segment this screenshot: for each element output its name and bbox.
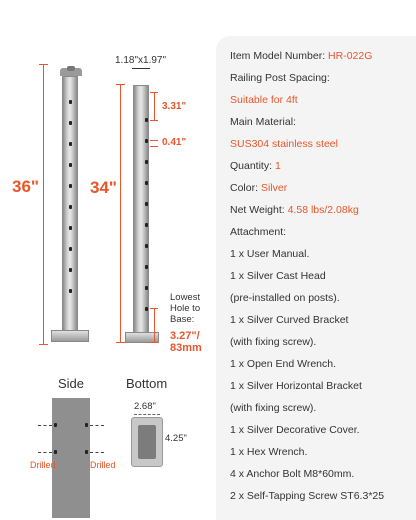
spec-model-key: Item Model Number: <box>230 50 329 62</box>
spec-spacing-key <box>230 72 330 84</box>
post-hole <box>145 139 148 143</box>
spacing-tick-a <box>150 140 158 141</box>
lowest-hole-value: 3.27"/ 83mm <box>170 330 202 354</box>
attachment-item: 1 x User Manual. <box>230 248 310 260</box>
bottom-width-line <box>134 414 160 415</box>
post-hole <box>69 184 72 188</box>
drilled-left-label: Drilled <box>30 460 56 470</box>
side-dash-right-bottom <box>90 452 104 453</box>
spec-material-key <box>230 116 296 128</box>
spec-attachment-key-text: Attachment: <box>230 226 287 238</box>
spec-color-value: Silver <box>260 182 288 194</box>
top-hole-label: 3.31" <box>162 101 187 112</box>
side-dash-left-bottom <box>38 452 52 453</box>
spec-material-value-text: SUS304 stainless steel <box>230 138 338 150</box>
side-dash-right-top <box>90 425 104 426</box>
post-height-tick-top <box>116 84 125 85</box>
lowest-hole-line <box>154 308 155 342</box>
spec-spacing-key-text: Railing Post Spacing: <box>230 72 330 84</box>
top-hole-line <box>154 92 155 120</box>
spec-weight-key: Net Weight: <box>230 204 288 216</box>
post-height-tick-bottom <box>116 342 125 343</box>
spec-quantity <box>230 160 281 172</box>
spec-quantity-key: Quantity: <box>230 160 275 172</box>
post-hole <box>69 163 72 167</box>
attachment-item: 1 x Silver Decorative Cover. <box>230 424 360 436</box>
post-size-label: 1.18"x1.97" <box>115 55 167 66</box>
post-base <box>51 330 89 342</box>
post-height-label: 34" <box>90 178 117 197</box>
spec-spacing-value <box>230 94 298 106</box>
spacing-tick-b <box>150 146 158 147</box>
post-cap-knob <box>67 66 75 71</box>
spec-spacing-value-text: Suitable for 4ft <box>230 94 298 106</box>
attachment-item: 4 x Anchor Bolt M8*60mm. <box>230 468 355 480</box>
top-hole-tick-b <box>150 120 158 121</box>
total-height-label: 36" <box>12 177 39 196</box>
spec-model-value: HR-022G <box>328 50 373 62</box>
side-hole-4 <box>85 450 88 454</box>
total-height-line <box>43 64 44 344</box>
spec-color-key: Color: <box>230 182 261 194</box>
attachment-item: 1 x Silver Cast Head <box>230 270 326 282</box>
spec-material-value <box>230 138 338 150</box>
attachment-item: (pre-installed on posts). <box>230 292 340 304</box>
spec-weight <box>230 204 359 216</box>
drilled-right-label: Drilled <box>90 460 116 470</box>
side-hole-2 <box>85 423 88 427</box>
post-height-line <box>120 84 121 342</box>
post-hole <box>69 205 72 209</box>
spec-weight-value: 4.58 lbs/2.08kg <box>287 204 359 216</box>
spec-material-key-text: Main Material: <box>230 116 296 128</box>
post-hole <box>145 160 148 164</box>
post-hole <box>69 289 72 293</box>
post-hole <box>145 202 148 206</box>
post-hole <box>145 181 148 185</box>
spec-color <box>230 182 287 194</box>
bottom-view-opening <box>138 425 156 459</box>
post-hole <box>145 223 148 227</box>
post-hole <box>69 142 72 146</box>
bottom-width-label: 2.68" <box>134 401 156 412</box>
side-hole-1 <box>54 423 57 427</box>
side-hole-3 <box>54 450 57 454</box>
post-hole <box>145 307 148 311</box>
post-hole <box>69 268 72 272</box>
attachment-item: 1 x Silver Horizontal Bracket <box>230 380 362 392</box>
post-side <box>133 85 149 335</box>
spec-quantity-value: 1 <box>274 160 281 172</box>
attachment-item: 1 x Open End Wrench. <box>230 358 337 370</box>
post-hole <box>69 226 72 230</box>
post-hole <box>145 118 148 122</box>
post-hole <box>69 100 72 104</box>
post-hole <box>145 265 148 269</box>
post-hole <box>69 247 72 251</box>
post-hole <box>145 244 148 248</box>
post-hole <box>69 121 72 125</box>
attachment-item: (with fixing screw). <box>230 336 317 348</box>
post-size-line <box>132 68 150 69</box>
attachment-item: 1 x Hex Wrench. <box>230 446 308 458</box>
lowest-hole-caption: Lowest Hole to Base: <box>170 292 201 325</box>
post-front <box>62 76 78 332</box>
post-hole <box>145 286 148 290</box>
attachment-item: 1 x Silver Curved Bracket <box>230 314 349 326</box>
hole-spacing-label: 0.41" <box>162 137 187 148</box>
bottom-height-label: 4.25" <box>165 433 187 444</box>
attachment-item: 2 x Self-Tapping Screw ST6.3*25 <box>230 490 385 502</box>
spec-model <box>230 50 372 62</box>
total-height-tick-bottom <box>39 344 48 345</box>
side-dash-left-top <box>38 425 52 426</box>
side-view-post <box>52 398 90 518</box>
bottom-view-title: Bottom <box>126 376 168 391</box>
side-view-title: Side <box>58 376 85 391</box>
spec-attachment-key <box>230 226 286 238</box>
total-height-tick-top <box>39 64 48 65</box>
lowest-hole-tick-b <box>150 342 158 343</box>
attachment-item: (with fixing screw). <box>230 402 317 414</box>
